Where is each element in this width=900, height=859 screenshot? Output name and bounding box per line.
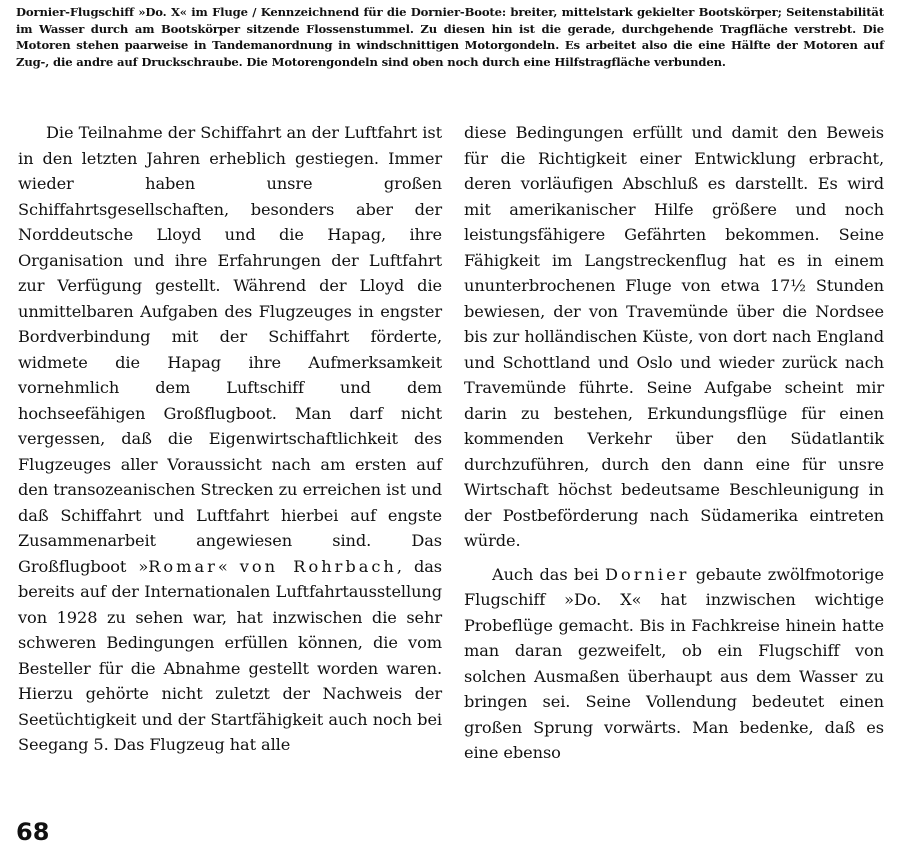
spaced-name-romar: Romar [148,556,218,576]
text-run: gebaute zwölfmotorige Flugschiff »Do. X« hat inzwischen wichtige Probeflüge gemacht. Bis in Fachkreise hinein hatte man daran gezweifelt, ob ein Flugschiff von solchen Ausmaßen überhaupt aus dem Wasser zu bringen sei. Seine Vollendung bedeutet einen großen Sprung vorwärts. Man bedenke, daß es eine ebenso [464,564,884,762]
text-run: « [217,556,240,576]
text-run: Die Teilnahme der Schiffahrt an der Luftfahrt ist in den letzten Jahren erheblich gestiegen. Immer wieder haben unsre großen Schiffahrtsgesellschaften, besonders aber der Norddeutsche Lloyd und die Hapag, ihre Organisation und ihre Erfahrungen der Luftfahrt zur Verfügung gestellt. Während der Lloyd die unmittelbaren Aufgaben des Flugzeuges in engster Bordverbindung mit der Schiffahrt förderte, widmete die Hapag ihre Aufmerksamkeit vornehmlich dem Luftschiff und dem hochseefähigen Großflugboot. Man darf nicht vergessen, daß die Eigenwirtschaftlichkeit des Flugzeuges aller Voraussicht nach am ersten auf den transozeanischen Strecken zu erreichen ist und daß Schiffahrt und Luftfahrt hierbei auf engste Zusammenarbeit angewiesen sind. Das Großflugboot » [18,123,442,576]
paragraph-continued: diese Bedingungen erfüllt und damit den Beweis für die Richtigkeit einer Entwicklung erbracht, deren vorläufigen Abschluß es darstellt. Es wird mit amerikanischer Hilfe größere und noch leistungsfähigere Gefährten bekommen. Seine Fähigkeit im Langstreckenflug hat es in einem ununterbrochenen Fluge von etwa 17½ Stunden bewiesen, der von Travemünde über die Nordsee bis zur holländischen Küste, von dort nach England und Schottland und Oslo und wieder zurück nach Travemünde führte. Seine Aufgabe scheint mir darin zu bestehen, Erkundungsflüge für einen kommenden Verkehr über den Südatlantik durchzuführen, durch den dann eine für unsre Wirtschaft höchst bedeutsame Beschleunigung in der Postbeförderung nach Südamerika eintreten würde. [464,123,884,550]
text-run: , das bereits auf der Internationalen Luftfahrtausstellung von 1928 zu sehen war, hat inzwischen die sehr schweren Bedingungen erfüllen können, die vom Besteller für die Abnahme gestellt worden waren. Hierzu gehörte nicht zuletzt der Nachweis der Seetüchtigkeit und der Startfähigkeit auch noch bei Seegang 5. Das Flugzeug hat alle [18,556,442,754]
spaced-name-rohrbach: von Rohrbach [239,556,397,576]
text-run: Auch das bei [492,564,605,584]
paragraph [18,120,442,758]
image-caption: Dornier-Flugschiff »Do. X« im Fluge / Kennzeichnend für die Dornier-Boote: breiter, mittelstark gekielter Bootskörper; Seitenstabilität im Wasser durch am Bootskörper sitzende Flossenstummel. Zu diesen hin ist die gerade, durchgehende Tragfläche verstrebt. Die Motoren stehen paarweise in Tandemanordnung in windschnittigen Motorgondeln. Es arbeitet also die eine Hälfte der Motoren auf Zug-, die andre auf Druckschraube. Die Motorengondeln sind oben noch durch eine Hilfstragfläche verbunden. [16,5,884,69]
spaced-name-dornier: Dornier [605,564,690,584]
paragraph [464,562,884,766]
left-column [18,120,442,758]
page-number: 68 [16,818,50,846]
right-column [464,120,884,766]
